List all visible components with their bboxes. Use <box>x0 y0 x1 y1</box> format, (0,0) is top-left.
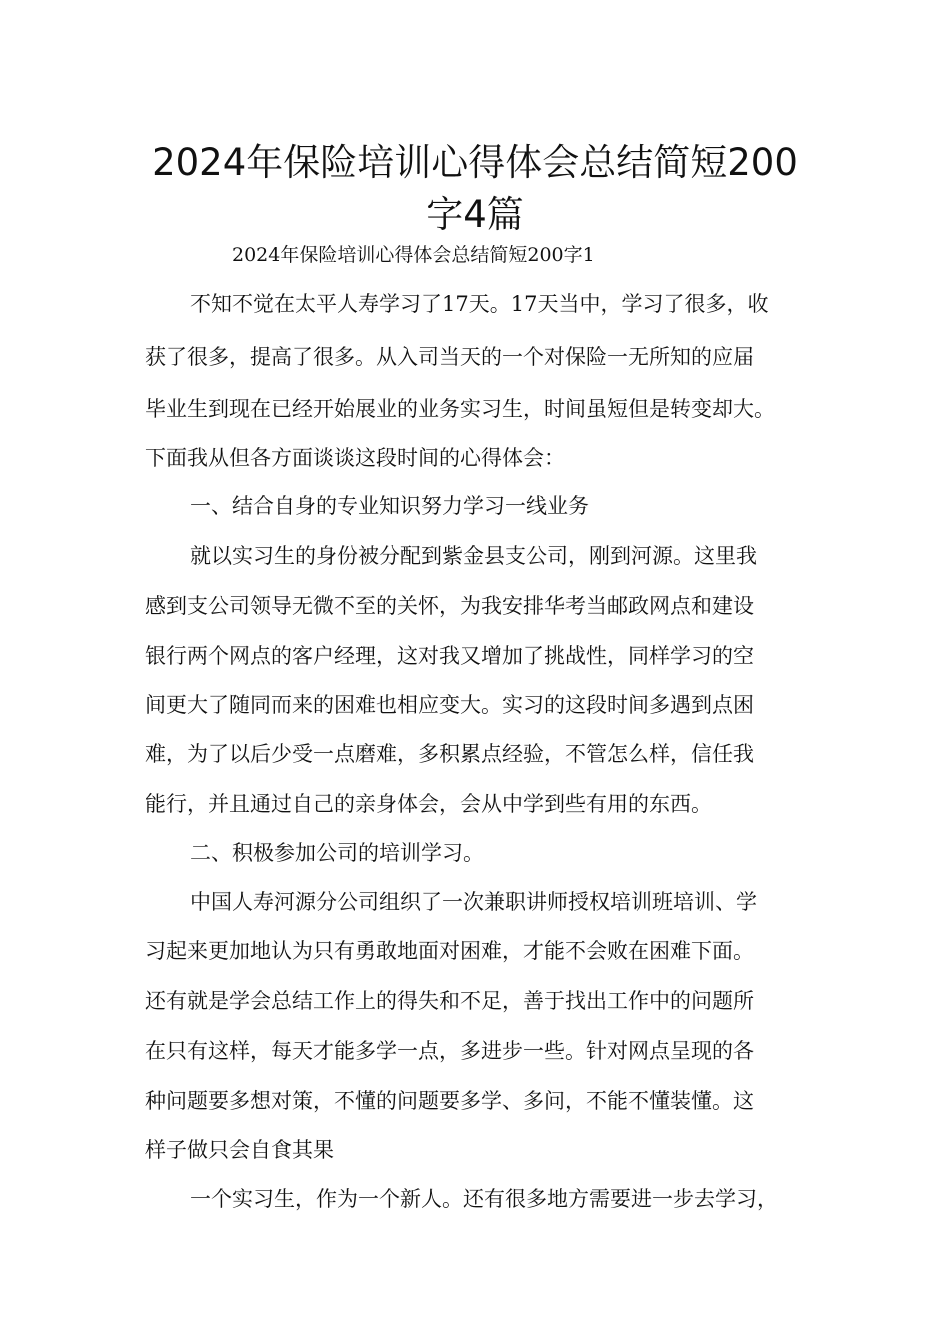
text-line: 在只有这样，每天才能多学一点，多进步一些。针对网点呈现的各 <box>145 1039 754 1063</box>
text-line: 能行，并且通过自己的亲身体会，会从中学到些有用的东西。 <box>145 792 712 816</box>
text-line: 间更大了随同而来的困难也相应变大。实习的这段时间多遇到点困 <box>145 693 754 717</box>
text-line: 习起来更加地认为只有勇敢地面对困难，才能不会败在困难下面。 <box>145 939 754 963</box>
text-line: 不知不觉在太平人寿学习了17天。17天当中，学习了很多，收 <box>190 292 769 316</box>
section-heading: 二、积极参加公司的培训学习。 <box>190 841 484 865</box>
text-line: 毕业生到现在已经开始展业的业务实习生，时间虽短但是转变却大。 <box>145 397 775 421</box>
text-line: 样子做只会自食其果 <box>145 1138 334 1162</box>
document-title-line-1: 2024年保险培训心得体会总结简短200 <box>152 141 798 184</box>
text-line: 就以实习生的身份被分配到紫金县支公司，刚到河源。这里我 <box>190 544 757 568</box>
text-line: 获了很多，提高了很多。从入司当天的一个对保险一无所知的应届 <box>145 345 754 369</box>
text-line: 种问题要多想对策，不懂的问题要多学、多问，不能不懂装懂。这 <box>145 1089 754 1113</box>
text-line: 一个实习生，作为一个新人。还有很多地方需要进一步去学习， <box>190 1187 778 1211</box>
text-line: 还有就是学会总结工作上的得失和不足，善于找出工作中的问题所 <box>145 989 754 1013</box>
document-title-line-2: 字4篇 <box>426 193 524 236</box>
section-heading: 一、结合自身的专业知识努力学习一线业务 <box>190 494 589 518</box>
text-line: 难，为了以后少受一点磨难，多积累点经验，不管怎么样，信任我 <box>145 742 754 766</box>
section-subtitle: 2024年保险培训心得体会总结简短200字1 <box>232 244 595 266</box>
text-line: 下面我从但各方面谈谈这段时间的心得体会： <box>145 446 565 470</box>
text-line: 感到支公司领导无微不至的关怀，为我安排华考当邮政网点和建设 <box>145 594 754 618</box>
text-line: 银行两个网点的客户经理，这对我又增加了挑战性，同样学习的空 <box>145 644 754 668</box>
text-line: 中国人寿河源分公司组织了一次兼职讲师授权培训班培训、学 <box>190 890 757 914</box>
